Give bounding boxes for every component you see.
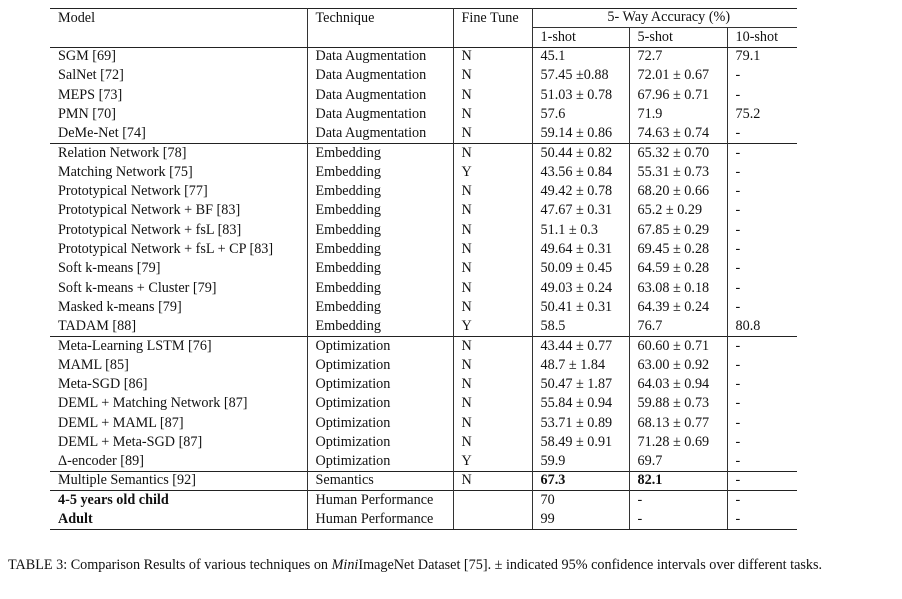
cell-model: Matching Network [75] bbox=[50, 163, 307, 182]
header-1-shot: 1-shot bbox=[532, 28, 629, 47]
cell-technique: Optimization bbox=[307, 394, 453, 413]
cell-1-shot: 57.45 ±0.88 bbox=[532, 66, 629, 85]
cell-5-shot: 64.59 ± 0.28 bbox=[629, 259, 727, 278]
cell-5-shot: 74.63 ± 0.74 bbox=[629, 124, 727, 143]
table-row bbox=[50, 317, 797, 336]
table-body bbox=[50, 47, 797, 529]
cell-technique: Embedding bbox=[307, 144, 453, 163]
cell-model: MAML [85] bbox=[50, 356, 307, 375]
table-row bbox=[50, 337, 797, 356]
cell-fine-tune: Y bbox=[453, 452, 532, 471]
cell-10-shot: - bbox=[727, 510, 797, 529]
header-row-2 bbox=[50, 28, 797, 47]
cell-10-shot: - bbox=[735, 124, 741, 141]
cell-1-shot: 50.44 ± 0.82 bbox=[532, 144, 629, 163]
results-table bbox=[50, 8, 797, 530]
cell-model: Soft k-means [79] bbox=[50, 259, 307, 278]
cell-fine-tune: Y bbox=[453, 163, 532, 182]
cell-technique: Embedding bbox=[307, 182, 453, 201]
cell-fine-tune bbox=[453, 491, 532, 510]
cell-fine-tune: N bbox=[453, 298, 532, 317]
cell-fine-tune: N bbox=[453, 47, 532, 66]
cell-10-shot: - bbox=[735, 86, 741, 103]
cell-5-shot: 72.01 ± 0.67 bbox=[629, 66, 727, 85]
cell-model: Multiple Semantics [92] bbox=[50, 472, 307, 491]
cell-5-shot: 71.9 bbox=[629, 105, 727, 124]
cell-5-shot: 63.00 ± 0.92 bbox=[629, 356, 727, 375]
table-row bbox=[50, 201, 797, 220]
cell-1-shot: 57.6 bbox=[532, 105, 629, 124]
cell-1-shot: 59.9 bbox=[532, 452, 629, 471]
cell-5-shot-bold-text: 82.1 bbox=[637, 472, 663, 489]
cell-model: Prototypical Network [77] bbox=[50, 182, 307, 201]
cell-technique: Embedding bbox=[307, 163, 453, 182]
cell-5-shot: - bbox=[629, 491, 727, 510]
table-row bbox=[50, 472, 797, 491]
cell-10-shot: - bbox=[735, 375, 741, 392]
header-model: Model bbox=[50, 9, 307, 28]
cell-5-shot: 63.08 ± 0.18 bbox=[629, 279, 727, 298]
table-row bbox=[50, 433, 797, 452]
cell-1-shot: 58.5 bbox=[532, 317, 629, 336]
cell-10-shot: - bbox=[735, 67, 741, 84]
cell-model: Relation Network [78] bbox=[50, 144, 307, 163]
cell-fine-tune: N bbox=[453, 259, 532, 278]
cell-technique: Embedding bbox=[307, 221, 453, 240]
cell-1-shot: 49.03 ± 0.24 bbox=[532, 279, 629, 298]
cell-5-shot: 72.7 bbox=[629, 47, 727, 66]
cell-1-shot: 50.47 ± 1.87 bbox=[532, 375, 629, 394]
cell-model: DEML + Matching Network [87] bbox=[50, 394, 307, 413]
cell-1-shot: 99 bbox=[532, 510, 629, 529]
cell-model: Prototypical Network + BF [83] bbox=[50, 201, 307, 220]
cell-10-shot: - bbox=[735, 298, 741, 315]
cell-fine-tune: Y bbox=[453, 317, 532, 336]
cell-5-shot: 55.31 ± 0.73 bbox=[629, 163, 727, 182]
cell-fine-tune: N bbox=[453, 414, 532, 433]
cell-fine-tune: N bbox=[453, 221, 532, 240]
cell-10-shot: - bbox=[727, 337, 797, 356]
cell-10-shot: - bbox=[735, 452, 741, 469]
cell-10-shot: - bbox=[735, 279, 741, 296]
cell-1-shot: 43.56 ± 0.84 bbox=[532, 163, 629, 182]
cell-1-shot: 50.09 ± 0.45 bbox=[532, 259, 629, 278]
cell-1-shot: 55.84 ± 0.94 bbox=[532, 394, 629, 413]
table-row bbox=[50, 86, 797, 105]
cell-technique: Data Augmentation bbox=[307, 66, 453, 85]
table-row bbox=[50, 394, 797, 413]
cell-10-shot: 80.8 bbox=[735, 317, 761, 334]
table-caption bbox=[8, 556, 888, 574]
table-row bbox=[50, 510, 797, 529]
cell-5-shot: 64.39 ± 0.24 bbox=[629, 298, 727, 317]
cell-fine-tune: N bbox=[453, 240, 532, 259]
header-technique: Technique bbox=[307, 9, 453, 28]
cell-fine-tune: N bbox=[453, 279, 532, 298]
cell-technique: Embedding bbox=[307, 240, 453, 259]
cell-1-shot: 45.1 bbox=[532, 47, 629, 66]
table-row bbox=[50, 491, 797, 510]
table-row bbox=[50, 144, 797, 163]
caption-prefix: TABLE 3: Comparison Results of various techniques on bbox=[8, 557, 332, 573]
cell-1-shot: 43.44 ± 0.77 bbox=[532, 337, 629, 356]
cell-5-shot: 60.60 ± 0.71 bbox=[629, 337, 727, 356]
header-row-1 bbox=[50, 9, 797, 28]
cell-technique: Optimization bbox=[307, 337, 453, 356]
cell-model: Meta-Learning LSTM [76] bbox=[50, 337, 307, 356]
cell-fine-tune: N bbox=[453, 356, 532, 375]
cell-1-shot bbox=[532, 472, 629, 491]
table-row bbox=[50, 414, 797, 433]
cell-10-shot: - bbox=[735, 260, 741, 277]
cell-model bbox=[50, 491, 307, 510]
cell-5-shot: 59.88 ± 0.73 bbox=[629, 394, 727, 413]
cell-10-shot: - bbox=[735, 202, 741, 219]
caption-suffix: ImageNet Dataset [75]. ± indicated 95% confidence intervals over different tasks. bbox=[358, 557, 823, 573]
cell-5-shot: 69.7 bbox=[629, 452, 727, 471]
table-row bbox=[50, 356, 797, 375]
header-10-shot: 10-shot bbox=[727, 28, 797, 47]
cell-5-shot: 64.03 ± 0.94 bbox=[629, 375, 727, 394]
header-accuracy: 5- Way Accuracy (%) bbox=[532, 9, 797, 28]
cell-model: TADAM [88] bbox=[50, 317, 307, 336]
cell-model: PMN [70] bbox=[50, 105, 307, 124]
cell-10-shot: - bbox=[735, 414, 741, 431]
table-row bbox=[50, 66, 797, 85]
cell-5-shot: 76.7 bbox=[629, 317, 727, 336]
cell-model: DEML + MAML [87] bbox=[50, 414, 307, 433]
cell-technique: Embedding bbox=[307, 201, 453, 220]
cell-fine-tune: N bbox=[453, 472, 532, 491]
cell-technique: Optimization bbox=[307, 433, 453, 452]
cell-technique: Data Augmentation bbox=[307, 124, 453, 143]
cell-5-shot: 67.85 ± 0.29 bbox=[629, 221, 727, 240]
cell-model: Masked k-means [79] bbox=[50, 298, 307, 317]
cell-5-shot bbox=[629, 472, 727, 491]
header-5-shot: 5-shot bbox=[629, 28, 727, 47]
cell-fine-tune: N bbox=[453, 182, 532, 201]
cell-fine-tune: N bbox=[453, 394, 532, 413]
cell-fine-tune bbox=[453, 510, 532, 529]
cell-technique: Data Augmentation bbox=[307, 47, 453, 66]
cell-model bbox=[50, 510, 307, 529]
cell-technique: Semantics bbox=[307, 472, 453, 491]
caption-italic: Mini bbox=[331, 557, 359, 573]
cell-1-shot: 50.41 ± 0.31 bbox=[532, 298, 629, 317]
cell-1-shot: 51.03 ± 0.78 bbox=[532, 86, 629, 105]
cell-5-shot: - bbox=[629, 510, 727, 529]
cell-model-bold-text: Adult bbox=[58, 510, 93, 527]
cell-10-shot: 79.1 bbox=[727, 47, 797, 66]
cell-fine-tune: N bbox=[453, 144, 532, 163]
cell-technique: Data Augmentation bbox=[307, 105, 453, 124]
table-row bbox=[50, 47, 797, 66]
cell-model: DeMe-Net [74] bbox=[50, 124, 307, 143]
cell-model: Δ-encoder [89] bbox=[50, 452, 307, 471]
cell-10-shot: - bbox=[735, 356, 741, 373]
cell-technique: Optimization bbox=[307, 375, 453, 394]
cell-10-shot: - bbox=[735, 163, 741, 180]
cell-10-shot: - bbox=[735, 433, 741, 450]
cell-fine-tune: N bbox=[453, 86, 532, 105]
cell-10-shot: - bbox=[735, 183, 741, 200]
table-row bbox=[50, 124, 797, 143]
cell-5-shot: 67.96 ± 0.71 bbox=[629, 86, 727, 105]
table-row bbox=[50, 240, 797, 259]
cell-fine-tune: N bbox=[453, 105, 532, 124]
cell-10-shot: - bbox=[735, 395, 741, 412]
cell-technique: Optimization bbox=[307, 452, 453, 471]
cell-10-shot: - bbox=[727, 144, 797, 163]
cell-technique: Embedding bbox=[307, 298, 453, 317]
cell-5-shot: 68.13 ± 0.77 bbox=[629, 414, 727, 433]
cell-technique: Data Augmentation bbox=[307, 86, 453, 105]
cell-1-shot: 58.49 ± 0.91 bbox=[532, 433, 629, 452]
cell-5-shot: 65.32 ± 0.70 bbox=[629, 144, 727, 163]
cell-fine-tune: N bbox=[453, 375, 532, 394]
cell-fine-tune: N bbox=[453, 66, 532, 85]
table-row bbox=[50, 221, 797, 240]
cell-fine-tune: N bbox=[453, 124, 532, 143]
cell-1-shot: 53.71 ± 0.89 bbox=[532, 414, 629, 433]
cell-1-shot: 47.67 ± 0.31 bbox=[532, 201, 629, 220]
header-fine-tune: Fine Tune bbox=[453, 9, 532, 28]
cell-model-bold-text: 4-5 years old child bbox=[58, 492, 169, 509]
cell-technique: Human Performance bbox=[307, 510, 453, 529]
table-row bbox=[50, 298, 797, 317]
table-row bbox=[50, 259, 797, 278]
cell-technique: Embedding bbox=[307, 317, 453, 336]
table-row bbox=[50, 182, 797, 201]
cell-model: DEML + Meta-SGD [87] bbox=[50, 433, 307, 452]
cell-model: Meta-SGD [86] bbox=[50, 375, 307, 394]
cell-1-shot-bold-text: 67.3 bbox=[540, 472, 566, 489]
cell-technique: Optimization bbox=[307, 356, 453, 375]
cell-model: Soft k-means + Cluster [79] bbox=[50, 279, 307, 298]
cell-10-shot: - bbox=[727, 491, 797, 510]
cell-1-shot: 49.64 ± 0.31 bbox=[532, 240, 629, 259]
cell-technique: Embedding bbox=[307, 279, 453, 298]
cell-fine-tune: N bbox=[453, 337, 532, 356]
cell-1-shot: 49.42 ± 0.78 bbox=[532, 182, 629, 201]
table-row bbox=[50, 452, 797, 471]
cell-10-shot: - bbox=[735, 240, 741, 257]
cell-5-shot: 65.2 ± 0.29 bbox=[629, 201, 727, 220]
cell-10-shot: - bbox=[735, 221, 741, 238]
cell-5-shot: 71.28 ± 0.69 bbox=[629, 433, 727, 452]
cell-10-shot: 75.2 bbox=[735, 105, 761, 122]
cell-model: SGM [69] bbox=[50, 47, 307, 66]
cell-technique: Embedding bbox=[307, 259, 453, 278]
cell-model: MEPS [73] bbox=[50, 86, 307, 105]
table-row bbox=[50, 279, 797, 298]
cell-5-shot: 69.45 ± 0.28 bbox=[629, 240, 727, 259]
cell-technique: Optimization bbox=[307, 414, 453, 433]
cell-1-shot: 59.14 ± 0.86 bbox=[532, 124, 629, 143]
table-row bbox=[50, 163, 797, 182]
cell-fine-tune: N bbox=[453, 201, 532, 220]
cell-5-shot: 68.20 ± 0.66 bbox=[629, 182, 727, 201]
cell-model: SalNet [72] bbox=[50, 66, 307, 85]
cell-model: Prototypical Network + fsL + CP [83] bbox=[50, 240, 307, 259]
table-row bbox=[50, 375, 797, 394]
cell-1-shot: 51.1 ± 0.3 bbox=[532, 221, 629, 240]
cell-technique: Human Performance bbox=[307, 491, 453, 510]
cell-model: Prototypical Network + fsL [83] bbox=[50, 221, 307, 240]
cell-10-shot: - bbox=[727, 472, 797, 491]
cell-fine-tune: N bbox=[453, 433, 532, 452]
cell-1-shot: 48.7 ± 1.84 bbox=[532, 356, 629, 375]
table-row bbox=[50, 105, 797, 124]
cell-1-shot: 70 bbox=[532, 491, 629, 510]
